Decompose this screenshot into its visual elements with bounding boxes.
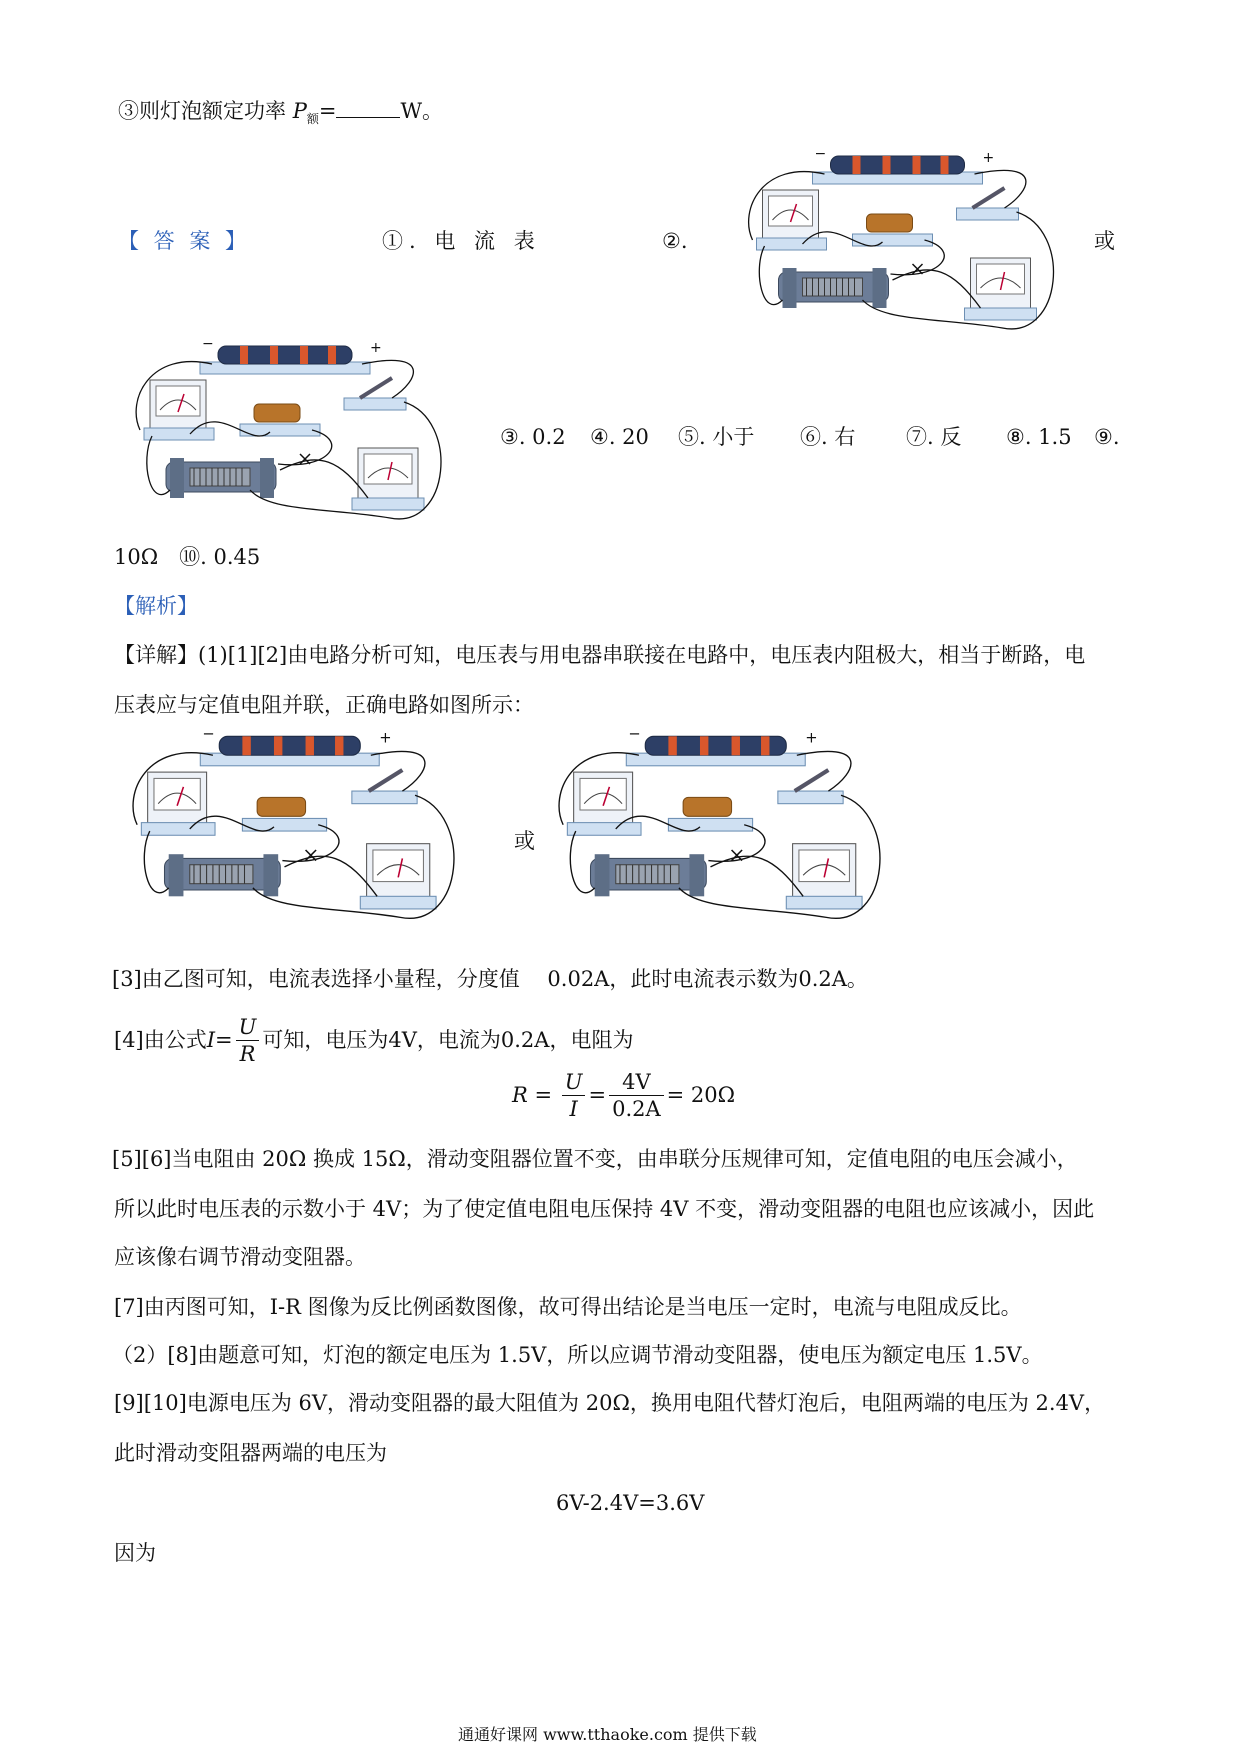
p4-U: U xyxy=(236,1014,260,1041)
detail-p4 xyxy=(114,1012,633,1068)
answer-1: ①. 电 流 表 xyxy=(382,229,541,253)
circuit-figure-1 xyxy=(725,150,1060,340)
detail-p5-line2: 所以此时电压表的示数小于 4V；为了使定值电阻电压保持 4V 不变，滑动变阻器的电阻也应该减小，因此 xyxy=(114,1197,1095,1221)
p4-eq: = xyxy=(215,1028,233,1052)
p4-text-b: 可知，电压为4V，电流为0.2A，电阻为 xyxy=(262,1028,634,1052)
q3-P: P xyxy=(292,99,307,123)
detail-line-1: 【详解】(1)[1][2]由电路分析可知，电压表与用电器串联接在电路中，电压表内阻极大，相当于断路，电 xyxy=(114,643,1086,667)
p4-R: R xyxy=(239,1041,256,1066)
answer-8: ⑧. 1.5 xyxy=(1006,425,1072,449)
detail-p7: [7]由丙图可知，I-R 图像为反比例函数图像，故可得出结论是当电压一定时，电流与电阻成反比。 xyxy=(114,1295,1022,1319)
answer-6: ⑥. 右 xyxy=(800,425,856,449)
answer-10: 10Ω ⑩. 0.45 xyxy=(114,545,261,569)
circuit-figure-4 xyxy=(538,730,883,930)
answer-4: ④. 20 xyxy=(590,425,649,449)
detail-line-2: 压表应与定值电阻并联，正确电路如图所示： xyxy=(114,693,534,717)
circuit-figure-3 xyxy=(112,730,457,930)
eq-U: U xyxy=(562,1069,586,1096)
answer-label: 【 答 案 】 xyxy=(118,229,251,253)
question-3-line xyxy=(118,96,443,134)
detail-p8: （2）[8]由题意可知，灯泡的额定电压为 1.5V，所以应调节滑动变阻器，使电压为额定电压 1.5V。 xyxy=(112,1343,1043,1367)
p4-I: I xyxy=(206,1028,216,1052)
detail-p9-line2: 此时滑动变阻器两端的电压为 xyxy=(114,1441,387,1465)
detail-p9-line1: [9][10]电源电压为 6V，滑动变阻器的最大阻值为 20Ω，换用电阻代替灯泡后，电阻两端的电压为 2.4V， xyxy=(114,1391,1106,1415)
or-2: 或 xyxy=(514,829,535,853)
answer-9: ⑨. xyxy=(1094,425,1120,449)
eq-frac-2 xyxy=(609,1069,664,1122)
circuit-figure-2 xyxy=(110,340,450,530)
eq-4V: 4V xyxy=(609,1069,664,1096)
detail-p5-line3: 应该像右调节滑动变阻器。 xyxy=(114,1245,366,1269)
equation-R: R = $\frac{U}{I}$ = $\frac{4V}{0.2A}$ = 20Ω xyxy=(512,1069,736,1121)
analysis-label: 【解析】 xyxy=(114,594,198,618)
p4-text-a: [4]由公式 xyxy=(114,1028,207,1052)
p4-fraction xyxy=(236,1014,260,1067)
answer-5: ⑤. 小于 xyxy=(678,425,755,449)
eq-R: R xyxy=(512,1083,528,1107)
eq-result: = 20Ω xyxy=(666,1083,736,1107)
or-1: 或 xyxy=(1094,229,1115,253)
q3-unit: W。 xyxy=(400,99,444,123)
eq-frac-1 xyxy=(562,1069,586,1122)
q3-sub: 额 xyxy=(306,112,319,127)
q3-equals: = xyxy=(318,99,337,123)
detail-p3: [3]由乙图可知，电流表选择小量程，分度值 0.02A，此时电流表示数为0.2A。 xyxy=(112,967,868,991)
detail-because: 因为 xyxy=(114,1541,156,1565)
equation-voltage: 6V-2.4V=3.6V xyxy=(556,1491,705,1515)
footer: 通通好课网 www.tthaoke.com 提供下载 xyxy=(458,1725,757,1744)
answer-7: ⑦. 反 xyxy=(906,425,962,449)
blank-line xyxy=(336,97,400,118)
q3-prefix: ③则灯泡额定功率 xyxy=(118,99,293,123)
eq-I: I xyxy=(569,1096,578,1121)
answer-3: ③. 0.2 xyxy=(500,425,566,449)
detail-p5-line1: [5][6]当电阻由 20Ω 换成 15Ω，滑动变阻器位置不变，由串联分压规律可知，定值电阻的电压会减小， xyxy=(112,1147,1078,1171)
answer-2: ②. xyxy=(662,229,688,253)
eq-0.2A: 0.2A xyxy=(612,1096,661,1121)
